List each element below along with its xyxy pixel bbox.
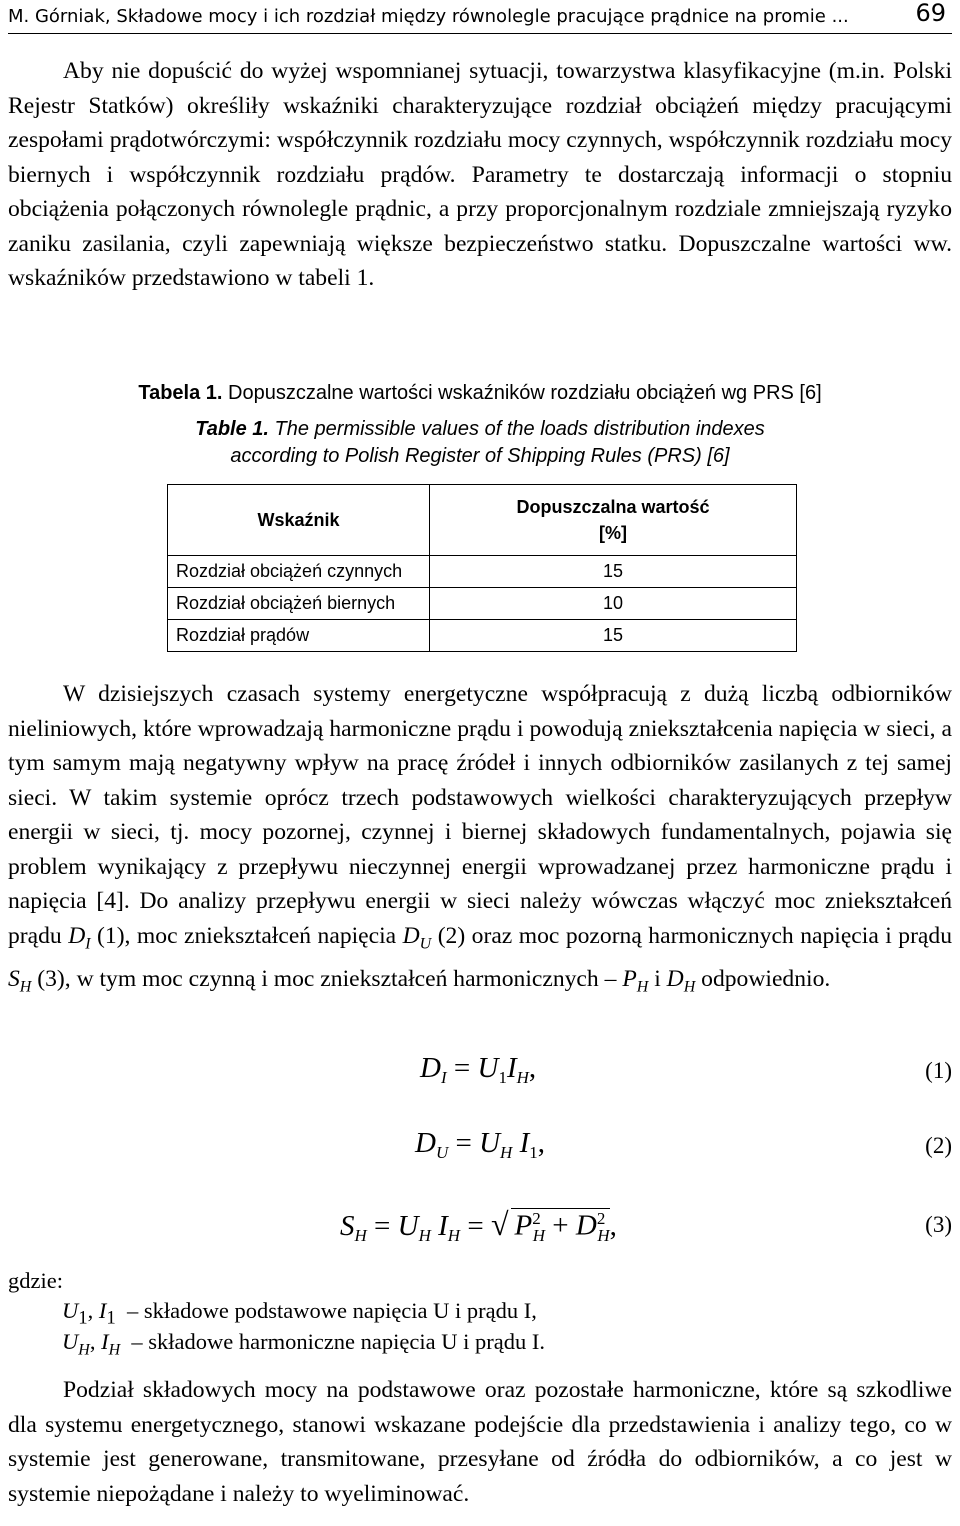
para2-part-c: (2) oraz moc pozorną harmonicznych napięcia i prądu [431, 922, 953, 949]
header-unit: [%] [599, 523, 627, 543]
table-row [168, 588, 797, 620]
header-rule [8, 33, 952, 34]
running-header [8, 0, 952, 40]
table-row [168, 556, 797, 588]
table-title-pl: Dopuszczalne wartości wskaźników rozdziału obciążeń wg PRS [6] [228, 382, 822, 404]
equation-2: $D_U = U_H$ $I_1$, (2) [415, 1127, 952, 1162]
table-row [168, 620, 797, 652]
page-number: 69 [915, 0, 946, 27]
para2-part-a: W dzisiejszych czasach systemy energetyczne współpracują z dużą liczbą odbiorników nieliniowych, które wprowadzają harmoniczne prądu i powodują zniekształcenia napięcia w sieci, a tym samym mają negatywny wpływ na pracę źródeł i innych odbiorników zasilanych z tej samej sieci. W takim systemie oprócz trzech podstawowych wielkości charakteryzujących przepływ energii w sieci, tj. mocy pozornej, czynnej i biernej składowych fundamentalnych, pojawia się problem wynikający z przepływu nieczynnej energii wprowadzanej przez harmoniczne prądu i napięcia [4]. Do analizy przepływu energii w sieci należy wówczas włączyć moc zniekształceń prądu [8, 681, 952, 949]
para2-part-e: i [648, 965, 667, 992]
equation-number: (3) [925, 1212, 952, 1237]
row-label: Rozdział prądów [168, 620, 430, 652]
running-title: M. Górniak, Składowe mocy i ich rozdział między równolegle pracujące prądnice na promie ... [8, 6, 849, 27]
paragraph-intro: Aby nie dopuścić do wyżej wspomnianej sytuacji, towarzystwa klasyfikacyjne (m.in. Polski Rejestr Statków) określiły wskaźniki charakteryzujące rozdział obciążeń między pracującymi zespołami prądotwórczymi: współczynnik rozdziału mocy czynnych, współczynnik rozdziału mocy biernych i współczynnik rozdziału prądów. Parametry te dostarczają informacji o stopniu obciążenia połączonych równolegle prądnic, a przy proporcjonalnym rozdziale zmniejszają ryzyko zaniku zasilania, czyli zapewniają większe bezpieczeństwo statku. Dopuszczalne wartości ww. wskaźników przedstawiono w tabeli 1. [8, 58, 952, 291]
row-value: 15 [430, 620, 797, 652]
para2-part-d: (3), w tym moc czynną i moc zniekształceń harmonicznych – [31, 965, 623, 992]
table-title-en-1: The permissible values of the loads distribution indexes [274, 418, 765, 440]
row-label: Rozdział obciążeń biernych [168, 588, 430, 620]
limits-table [167, 484, 797, 652]
equation-1: $D_I = U_1I_H$, (1) [420, 1052, 952, 1087]
paragraph-conclusion: Podział składowych mocy na podstawowe oraz pozostałe harmoniczne, które są szkodliwe dla systemu energetycznego, stanowi wskazane podejście dla przedstawienia i analizy tego, co w systemie jest generowane, transmitowane, przesyłane od źródła do odbiorników, a co jest w systemie niepożądane i należy to wyeliminować. [8, 1377, 952, 1507]
header-allowed-value [430, 485, 797, 556]
equation-number: (1) [925, 1058, 952, 1083]
where-label: gdzie: [8, 1268, 63, 1293]
paragraph-harmonics: W dzisiejszych czasach systemy energetyczne współpracują z dużą liczbą odbiorników nieliniowych, które wprowadzają harmoniczne prądu i powodują zniekształcenia napięcia w sieci, a tym samym mają negatywny wpływ na pracę źródeł i innych odbiorników zasilanych z tej samej sieci. W takim systemie oprócz trzech podstawowych wielkości charakteryzujących przepływ energii w sieci, tj. mocy pozornej, czynnej i biernej składowych fundamentalnych, pojawia się problem wynikający z przepływu nieczynnej energii wprowadzanej przez harmoniczne prądu i napięcia [4]. Do analizy przepływu energii w sieci należy wówczas włączyć moc zniekształceń prądu $D_I$ (1), moc zniekształceń napięcia $D_U$ (2) oraz moc pozorną harmonicznych napięcia i prądu $S_H$ (3), w tym moc czynną i moc zniekształceń harmonicznych – $P_H$ i $D_H$ odpowiednio. [8, 681, 953, 996]
row-value: 15 [430, 556, 797, 588]
table-title-en-2: according to Polish Register of Shipping Rules (PRS) [6] [230, 445, 730, 467]
legend-line-2: $U_H$, $I_H$ – składowe harmoniczne napięcia U i prądu I. [62, 1329, 545, 1359]
table-header-row [168, 485, 797, 556]
legend-text-2: – składowe harmoniczne napięcia U i prądu I. [131, 1329, 545, 1354]
legend-line-1: $U_1$, $I_1$ – składowe podstawowe napięcia U i prądu I, [62, 1298, 537, 1329]
para2-part-f: odpowiednio. [695, 965, 831, 992]
equation-3: $S_H = U_H$ $I_H$ = √ $P^2_H + D^2_H$, (3) [340, 1206, 952, 1245]
header-allowed-value-label: Dopuszczalna wartość [516, 497, 710, 517]
row-label: Rozdział obciążeń czynnych [168, 556, 430, 588]
header-indicator: Wskaźnik [168, 485, 430, 556]
legend-text-1: – składowe podstawowe napięcia U i prądu I, [127, 1298, 537, 1323]
row-value: 10 [430, 588, 797, 620]
table-label-en: Table 1. [195, 418, 269, 440]
table-caption-en [0, 416, 960, 470]
para2-part-b: (1), moc zniekształceń napięcia [90, 922, 403, 949]
table-caption-pl [0, 380, 960, 407]
equation-number: (2) [925, 1133, 952, 1158]
table-label-pl: Tabela 1. [138, 382, 223, 404]
